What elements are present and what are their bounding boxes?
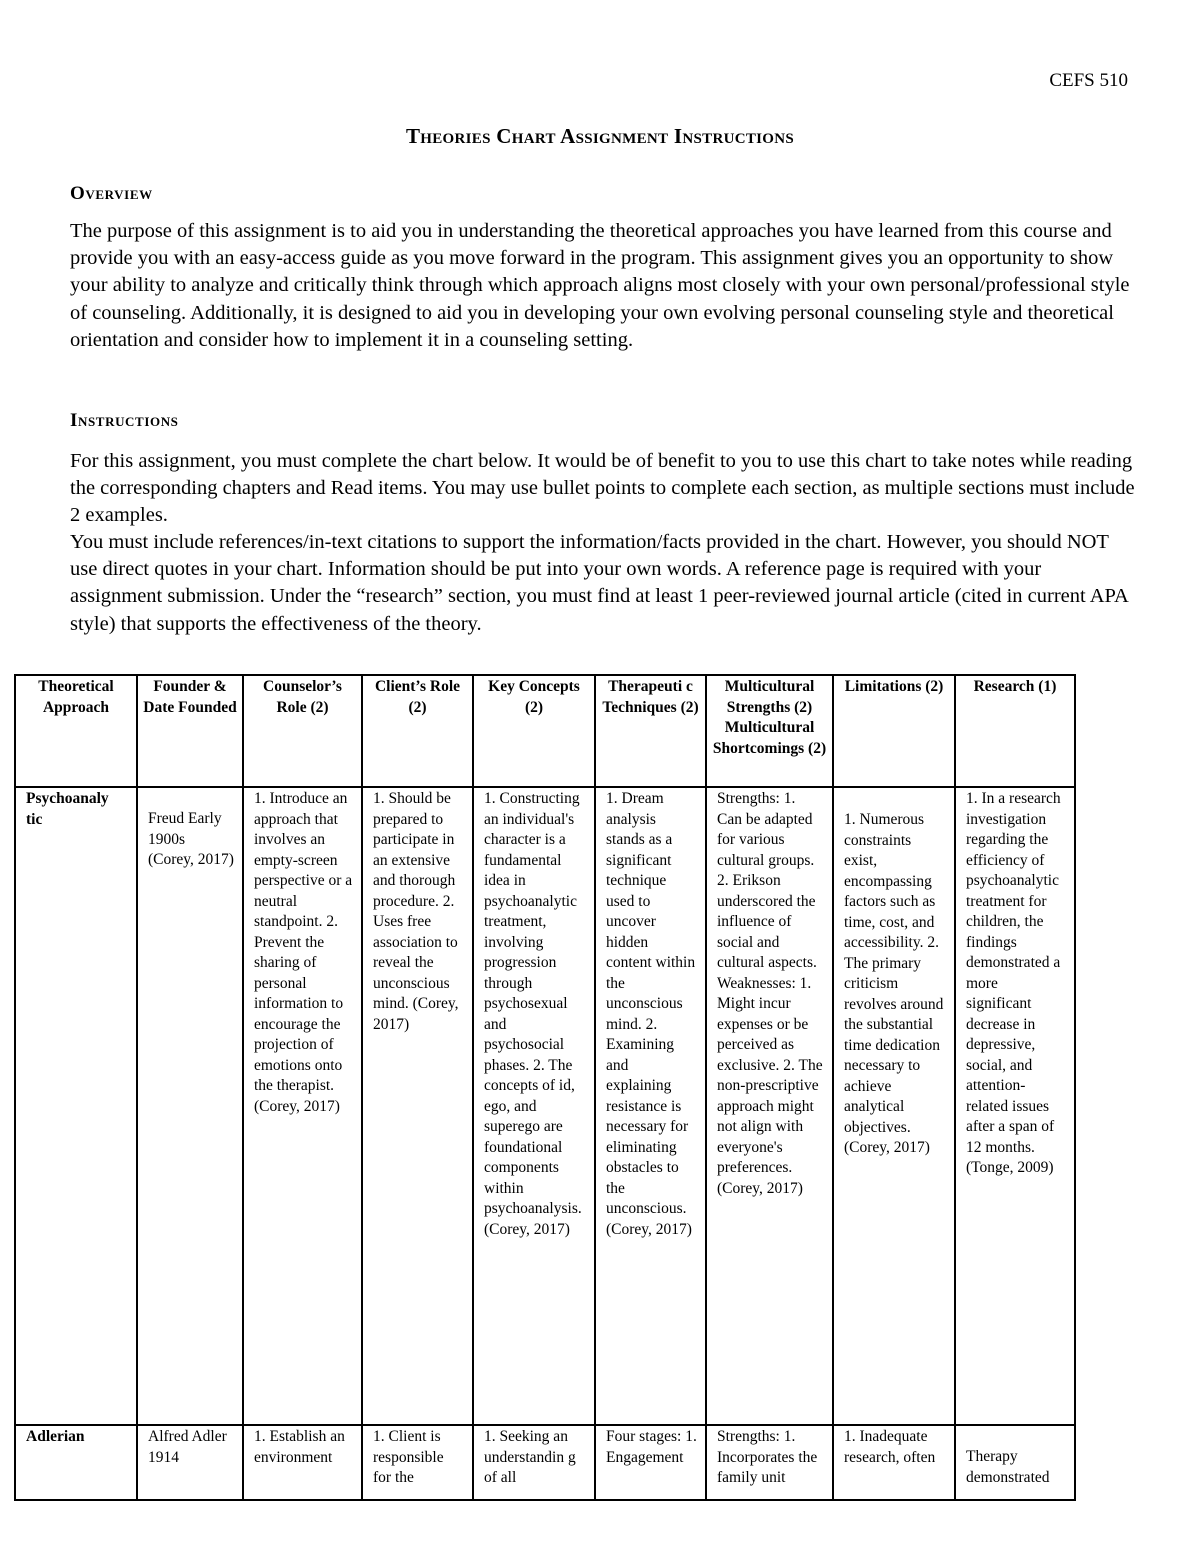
header-limitations: Limitations (2): [833, 675, 955, 787]
cell-techniques: Four stages: 1. Engagement: [595, 1425, 706, 1500]
cell-approach: Adlerian: [15, 1425, 137, 1500]
header-therapeutic-techniques: Therapeuti c Techniques (2): [595, 675, 706, 787]
cell-research: 1. In a research investigation regarding the efficiency of psychoanalytic treatment for children, the findings demonstrated a more significant decrease in depressive, social, and attention-related issues after a span of 12 months. (Tonge, 2009): [955, 787, 1075, 1425]
cell-client-role: 1. Should be prepared to participate in an extensive and thorough procedure. 2. Uses free association to reveal the unconscious mind. (Corey, 2017): [362, 787, 473, 1425]
table-header-row: [15, 675, 1075, 787]
header-client-role: Client’s Role (2): [362, 675, 473, 787]
theories-chart-table: [14, 674, 1076, 1501]
cell-multicultural: Strengths: 1. Incorporates the family unit: [706, 1425, 833, 1500]
cell-approach: Psychoanaly tic: [15, 787, 137, 1425]
table-row-psychoanalytic: [15, 787, 1075, 1425]
cell-limitations: 1. Numerous constraints exist, encompassing factors such as time, cost, and accessibility. 2. The primary criticism revolves around the substantial time dedication necessary to achieve analytical objectives. (Corey, 2017): [833, 787, 955, 1425]
cell-client-role: 1. Client is responsible for the: [362, 1425, 473, 1500]
cell-counselor-role: 1. Introduce an approach that involves an empty-screen perspective or a neutral standpoint. 2. Prevent the sharing of personal information to encourage the projection of emotions onto the therapist. (Corey, 2017): [243, 787, 362, 1425]
instructions-paragraph-2: You must include references/in-text citations to support the information/facts provided in the chart. However, you should NOT use direct quotes in your chart. Information should be put into your own words. A reference page is required with your assignment submission. Under the “research” section, you must find at least 1 peer-reviewed journal article (cited in current APA style) that supports the effectiveness of the theory.: [70, 531, 1128, 635]
cell-counselor-role: 1. Establish an environment: [243, 1425, 362, 1500]
cell-key-concepts: 1. Constructing an individual's character is a fundamental idea in psychoanalytic treatment, involving progression through psychosexual and psychosocial phases. 2. The concepts of id, ego, and superego are foundational components within psychoanalysis. (Corey, 2017): [473, 787, 595, 1425]
cell-research: Therapy demonstrated: [955, 1425, 1075, 1500]
overview-heading: Overview: [70, 183, 153, 204]
cell-founder: Alfred Adler 1914: [137, 1425, 243, 1500]
overview-paragraph: The purpose of this assignment is to aid you in understanding the theoretical approaches you have learned from this course and provide you with an easy-access guide as you move forward in the program. This assignment gives you an opportunity to show your ability to analyze and critically think through which approach aligns most closely with your own personal/professional style of counseling. Additionally, it is designed to aid you in developing your own evolving personal counseling style and theoretical orientation and consider how to implement it in a counseling setting.: [70, 220, 1130, 351]
cell-key-concepts: 1. Seeking an understandin g of all: [473, 1425, 595, 1500]
instructions-paragraph-1: For this assignment, you must complete the chart below. It would be of benefit to you to use this chart to take notes while reading the corresponding chapters and Read items. You may use bullet points to complete each section, as multiple sections must include 2 examples.: [70, 450, 1135, 527]
table-row-adlerian: [15, 1425, 1075, 1500]
cell-multicultural: Strengths: 1. Can be adapted for various cultural groups. 2. Erikson underscored the influence of social and cultural aspects. Weaknesses: 1. Might incur expenses or be perceived as exclusive. 2. The non-prescriptive approach might not align with everyone's preferences. (Corey, 2017): [706, 787, 833, 1425]
cell-founder: Freud Early 1900s (Corey, 2017): [137, 787, 243, 1425]
course-code: CEFS 510: [1049, 70, 1128, 91]
cell-limitations: 1. Inadequate research, often: [833, 1425, 955, 1500]
header-theoretical-approach: Theoretical Approach: [15, 675, 137, 787]
instructions-heading: Instructions: [70, 410, 179, 431]
header-counselor-role: Counselor’s Role (2): [243, 675, 362, 787]
cell-techniques: 1. Dream analysis stands as a significant technique used to uncover hidden content within the unconscious mind. 2. Examining and explaining resistance is necessary for eliminating obstacles to the unconscious. (Corey, 2017): [595, 787, 706, 1425]
header-key-concepts: Key Concepts (2): [473, 675, 595, 787]
header-multicultural: Multicultural Strengths (2) Multicultural Shortcomings (2): [706, 675, 833, 787]
header-research: Research (1): [955, 675, 1075, 787]
page-title: Theories Chart Assignment Instructions: [405, 124, 795, 148]
header-founder-date: Founder & Date Founded: [137, 675, 243, 787]
